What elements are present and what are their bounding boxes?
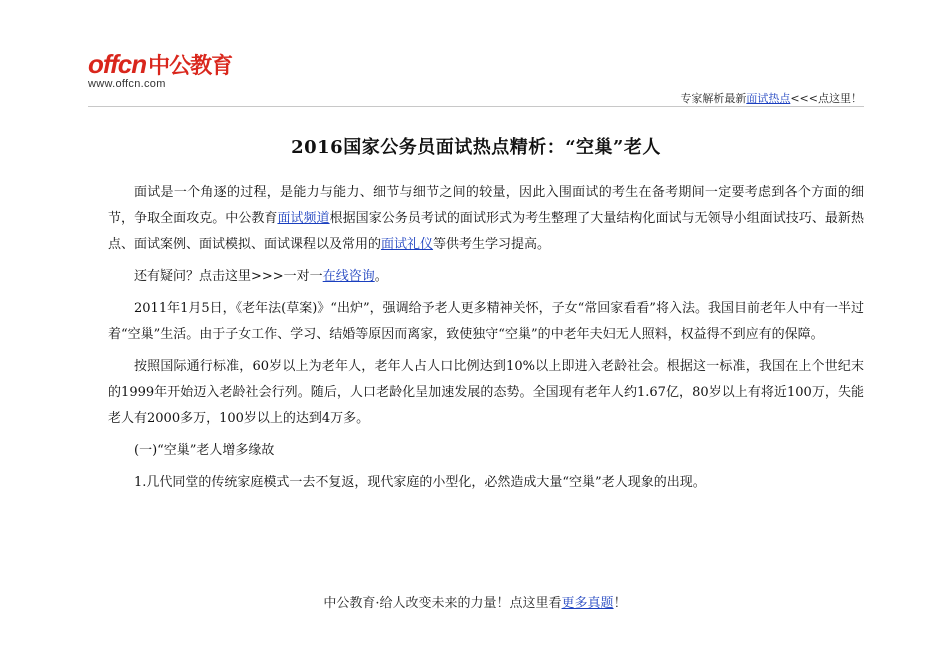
hot-topics-link[interactable]: 面试热点 bbox=[746, 92, 791, 105]
footer bbox=[0, 592, 950, 611]
header-note-suffix: <<<点这里！ bbox=[790, 92, 862, 105]
footer-text: 中公教育·给人改变未来的力量！点这里看 bbox=[323, 596, 562, 611]
paragraph-consult bbox=[108, 264, 864, 290]
header-divider bbox=[88, 106, 864, 107]
header-note-prefix: 专家解析最新 bbox=[680, 92, 747, 105]
article-body bbox=[108, 180, 864, 502]
logo-mark bbox=[88, 49, 233, 80]
paragraph-reason-1: 1.几代同堂的传统家庭模式一去不复返，现代家庭的小型化，必然造成大量“空巢”老人现象的出现。 bbox=[134, 475, 706, 490]
intro-text-c: 等供考生学习提高。 bbox=[433, 237, 551, 252]
consult-text-b: 。 bbox=[374, 269, 388, 284]
logo-cn-text: 中公教育 bbox=[148, 53, 233, 78]
interview-etiquette-link[interactable]: 面试礼仪 bbox=[381, 237, 434, 252]
paragraph-aging: 按照国际通行标准，60岁以上为老年人，老年人占人口比例达到10%以上即进入老龄社会。根据这一标准，我国在上个世纪末的1999年开始迈入老龄社会行列。随后，人口老龄化呈加速发展的态势。全国现有老年人约1.67亿，80岁以上有将近100万，失能老人有2000多万，100岁以上的达到4万多。 bbox=[108, 359, 864, 426]
offcn-logo[interactable] bbox=[88, 49, 233, 92]
header-note bbox=[680, 90, 862, 106]
section-heading: (一)“空巢”老人增多缘故 bbox=[134, 443, 275, 458]
logo-offcn-text: offcn bbox=[88, 49, 147, 79]
paragraph-law: 2011年1月5日，《老年法(草案)》“出炉”，强调给予老人更多精神关怀，子女“常回家看看”将入法。我国目前老年人中有一半过着“空巢”生活。由于子女工作、学习、结婚等原因而离家，致使独守“空巢”的中老年夫妇无人照料，权益得不到应有的保障。 bbox=[108, 301, 864, 342]
consult-text-a: 还有疑问？点击这里>>>一对一 bbox=[134, 269, 323, 284]
logo-url: www.offcn.com bbox=[88, 78, 166, 90]
intro-text-a: 面试是一个角逐的过程，是能力与能力、细节与细节之间的较量，因此入围面试的考生在备考期间一定要考虑到各个方面的细节，争取全面攻克。中公教育 bbox=[108, 185, 864, 226]
article-title: 2016国家公务员面试热点精析：“空巢”老人 bbox=[291, 137, 661, 158]
more-questions-link[interactable]: 更多真题 bbox=[561, 596, 614, 611]
intro-text-b: 根据国家公务员考试的面试形式为考生整理了大量结构化面试与无领导小组面试技巧、最新热点、面试案例、面试模拟、面试课程以及常用的 bbox=[108, 211, 864, 252]
online-consult-link[interactable]: 在线咨询 bbox=[322, 269, 375, 284]
footer-suffix: ！ bbox=[613, 596, 627, 611]
paragraph-intro bbox=[108, 180, 864, 258]
interview-channel-link[interactable]: 面试频道 bbox=[277, 211, 330, 226]
